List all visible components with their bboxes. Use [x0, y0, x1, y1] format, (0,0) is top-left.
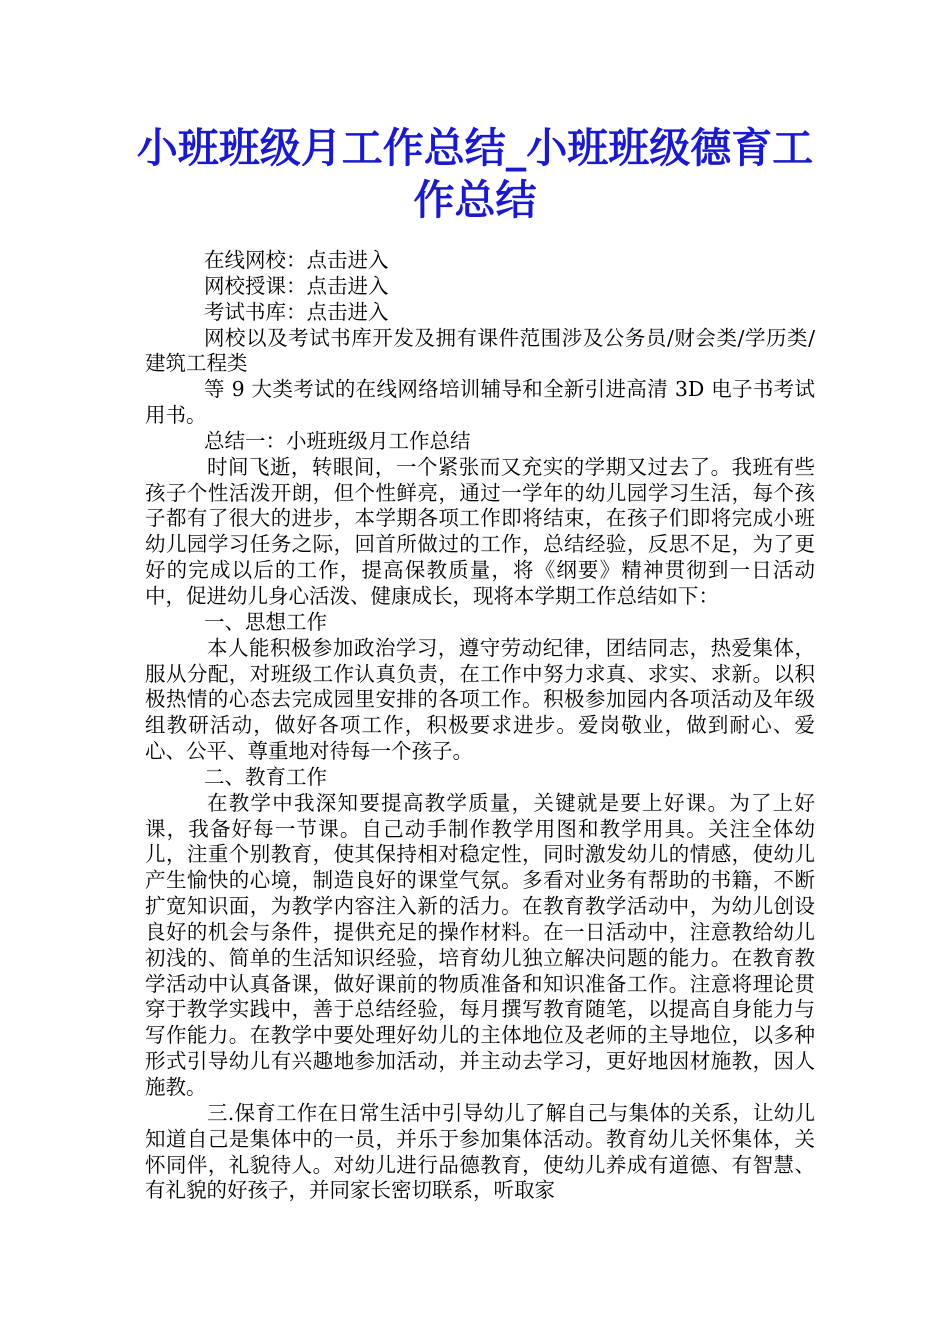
link-online-teaching[interactable]: 网校授课：点击进入: [204, 273, 389, 298]
paragraph-care-work: 三.保育工作在日常生活中引导幼儿了解自己与集体的关系，让幼儿知道自己是集体中的一员，并乐于参加集体活动。教育幼儿关怀集体，关怀同伴，礼貌待人。对幼儿进行品德教育，使幼儿养成有道德、有智慧、有礼貌的好孩子，并同家长密切联系，听取家: [145, 1100, 815, 1203]
heading-education-work: 二、教育工作: [204, 764, 327, 789]
paragraph-thought-work: 本人能积极参加政治学习，遵守劳动纪律，团结同志，热爱集体，服从分配，对班级工作认真负责，在工作中努力求真、求实、求新。以积极热情的心态去完成园里安排的各项工作。积极参加园内各项活动及年级组教研活动，做好各项工作，积极要求进步。爱岗敬业，做到耐心、爱心、公平、尊重地对待每一个孩子。: [145, 635, 815, 764]
link-online-school[interactable]: 在线网校：点击进入: [204, 248, 389, 272]
document-title: 小班班级月工作总结_小班班级德育工作总结: [136, 124, 814, 224]
paragraph-education-work: 在教学中我深知要提高教学质量，关键就是要上好课。为了上好课，我备好每一节课。自己动手制作教学用图和教学用具。关注全体幼儿，注重个别教育，使其保持相对稳定性，同时激发幼儿的情感，使幼儿产生愉快的心境，制造良好的课堂气氛。多看对业务有帮助的书籍，不断扩宽知识面，为教学内容注入新的活力。在教育教学活动中，为幼儿创设良好的机会与条件，提供充足的操作材料。在一日活动中，注意教给幼儿初浅的、简单的生活知识经验，培育幼儿独立解决问题的能力。在教育教学活动中认真备课，做好课前的物质准备和知识准备工作。注意将理论贯穿于教学实践中，善于总结经验，每月撰写教育随笔，以提高自身能力与写作能力。在教学中要处理好幼儿的主体地位及老师的主导地位，以多种形式引导幼儿有兴趣地参加活动，并主动去学习，更好地因材施教，因人施教。: [145, 790, 815, 1099]
intro-paragraph-2: 等 9 大类考试的在线网络培训辅导和全新引进高清 3D 电子书考试用书。: [145, 377, 815, 428]
opening-paragraph: 时间飞逝，转眼间，一个紧张而又充实的学期又过去了。我班有些孩子个性活泼开朗，但个性鲜亮，通过一学年的幼儿园学习生活，每个孩子都有了很大的进步，本学期各项工作即将结束，在孩子们即将完成小班幼儿园学习任务之际，回首所做过的工作，总结经验，反思不足，为了更好的完成以后的工作，提高保教质量，将《纲要》精神贯彻到一日活动中，促进幼儿身心活泼、健康成长，现将本学期工作总结如下：: [145, 454, 815, 608]
section-heading: 总结一：小班班级月工作总结: [204, 428, 471, 453]
intro-paragraph-1: 网校以及考试书库开发及拥有课件范围涉及公务员/财会类/学历类/建筑工程类: [145, 325, 815, 376]
document-body: [145, 248, 815, 1204]
link-exam-library[interactable]: 考试书库：点击进入: [204, 299, 389, 324]
heading-thought-work: 一、思想工作: [204, 609, 327, 634]
